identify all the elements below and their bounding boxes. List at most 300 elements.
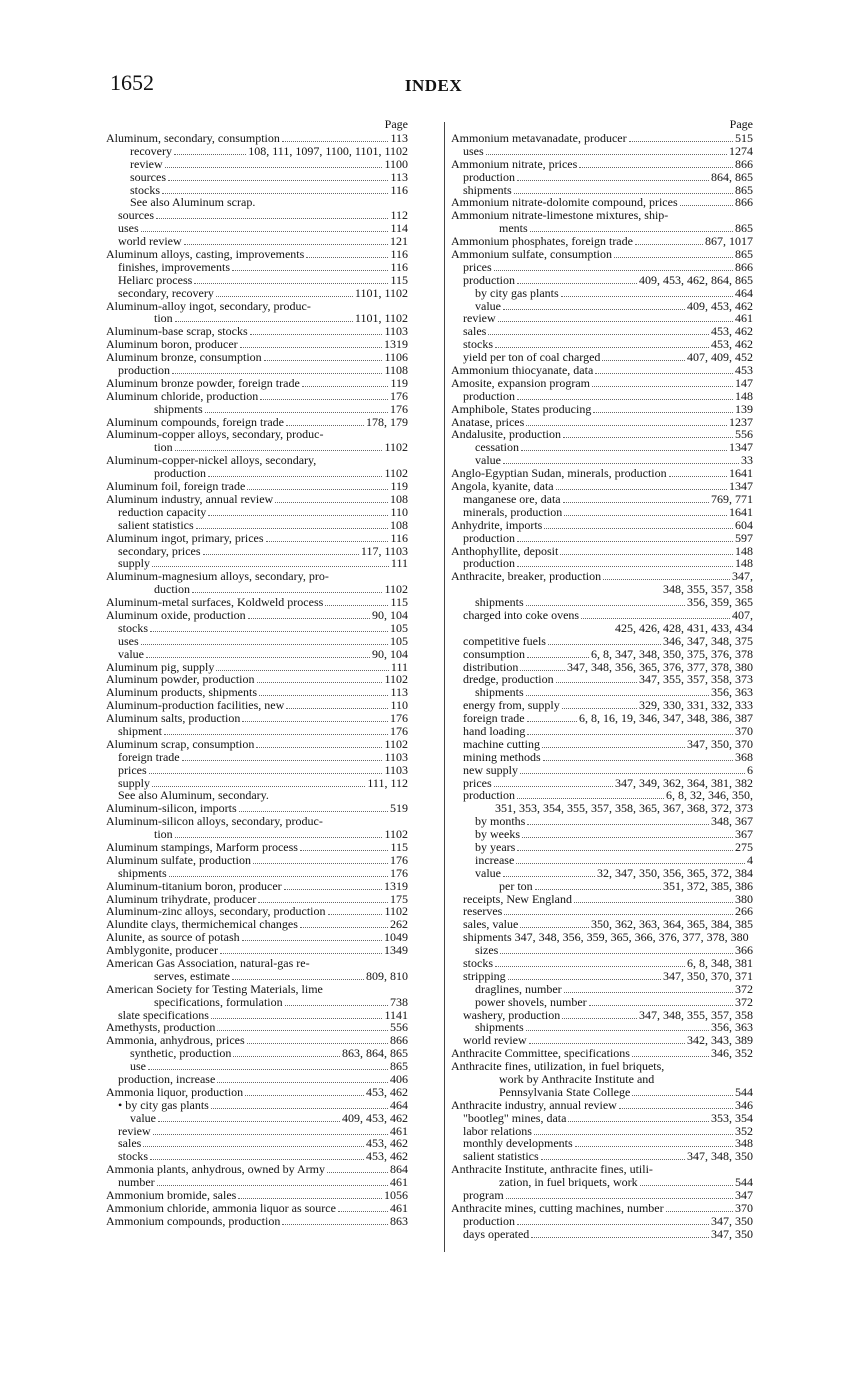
index-entry-term: Aluminum-metal surfaces, Koldweld process: [106, 595, 324, 610]
index-entry-pages: 347,: [732, 569, 753, 584]
index-entry: [451, 609, 753, 622]
index-entry-pages: 178, 179: [366, 414, 408, 429]
index-entry-pages: 346, 347, 348, 375: [663, 633, 753, 648]
index-entry-pages: 864: [390, 1162, 408, 1177]
dot-leader: [182, 760, 383, 761]
dot-leader: [282, 141, 389, 142]
index-entry-term: Ammonium compounds, production: [106, 1213, 281, 1228]
index-entry-pages: 380: [735, 891, 753, 906]
index-entry-term: Anthracite mines, cutting machines, number: [451, 1200, 664, 1215]
index-entry: [106, 1125, 408, 1138]
index-entry: [106, 764, 408, 777]
index-entry-pages: 407, 409, 452: [687, 350, 753, 365]
index-entry-pages: 407,: [732, 607, 753, 622]
index-entry-term: secondary, prices: [118, 543, 201, 558]
index-entry-term: tion: [154, 440, 173, 455]
index-entry-term: Aluminum powder, production: [106, 672, 255, 687]
index-entry: [451, 132, 753, 145]
index-entry: [451, 635, 753, 648]
index-entry: [451, 983, 753, 996]
dot-leader: [494, 270, 733, 271]
index-entry-pages: 461: [390, 1123, 408, 1138]
index-entry-term: Anthracite, breaker, production: [451, 569, 602, 584]
index-entry-pages: 90, 104: [372, 646, 408, 661]
index-entry-pages: 1103: [384, 324, 408, 339]
dot-leader: [196, 528, 388, 529]
index-entry-term: production: [463, 388, 515, 403]
index-entry-pages: 275: [735, 839, 753, 854]
index-entry: [451, 738, 753, 751]
index-entry-term: by city gas plants: [475, 285, 559, 300]
dot-leader: [503, 876, 595, 877]
dot-leader: [240, 347, 382, 348]
index-entry-term: prices: [463, 775, 492, 790]
index-entry-pages: 604: [735, 517, 753, 532]
index-entry-term: sales, value: [463, 917, 519, 932]
index-entry-pages: 111, 112: [367, 775, 408, 790]
dot-leader: [516, 863, 745, 864]
index-entry-pages: 1141: [384, 1007, 408, 1022]
index-entry-term: value: [130, 1110, 156, 1125]
index-entry-pages: 769, 771: [711, 491, 753, 506]
dot-leader: [175, 450, 383, 451]
index-entry-pages: 866: [735, 259, 753, 274]
index-entry-pages: 114: [390, 221, 408, 236]
index-entry-term: program: [463, 1188, 504, 1203]
index-entry: [106, 996, 408, 1009]
index-entry-term: review: [463, 311, 496, 326]
index-entry-pages: 176: [390, 401, 408, 416]
index-entry-pages: 738: [390, 994, 408, 1009]
index-entry: [451, 171, 753, 184]
index-entry-pages: 347, 350, 370, 371: [663, 968, 753, 983]
index-entry-pages: 1237: [729, 414, 753, 429]
dot-leader: [527, 824, 709, 825]
index-entry-pages: 453, 462: [366, 1084, 408, 1099]
index-entry: [451, 300, 753, 313]
index-entry-pages: 461: [735, 311, 753, 326]
index-entry-term: by weeks: [475, 827, 520, 842]
dot-leader: [152, 566, 389, 567]
index-entry-pages: 1103: [384, 749, 408, 764]
index-entry-term: Alunite, as source of potash: [106, 930, 240, 945]
dot-leader: [168, 180, 388, 181]
index-entry: [451, 506, 753, 519]
dot-leader: [169, 876, 388, 877]
dot-leader: [150, 631, 388, 632]
index-entry-pages: 147: [735, 375, 753, 390]
index-entry-pages: 1102: [384, 672, 408, 687]
index-entry-term: Anthracite Institute, anthracite fines, utili-: [451, 1162, 653, 1177]
index-entry: [451, 867, 753, 880]
dot-leader: [548, 644, 661, 645]
dot-leader: [522, 837, 733, 838]
index-entry-term: shipments: [154, 401, 203, 416]
index-entry-term: production: [463, 556, 515, 571]
index-entry: [451, 996, 753, 1009]
index-entry-pages: 597: [735, 530, 753, 545]
index-entries-right: [451, 132, 753, 1241]
index-entry-pages: 110: [390, 698, 408, 713]
index-entry: [451, 532, 753, 545]
index-entry: [106, 983, 408, 996]
index-entry-pages: 117, 1103: [360, 543, 408, 558]
index-entry-pages: 1102: [384, 904, 408, 919]
index-entry-term: power shovels, number: [475, 994, 587, 1009]
index-entry: [106, 480, 408, 493]
index-entry: [451, 493, 753, 506]
index-entry-pages: 409, 453, 462, 864, 865: [639, 272, 753, 287]
dot-leader: [216, 670, 389, 671]
index-entry-term: number: [118, 1175, 155, 1190]
index-entry-term: supply: [118, 775, 151, 790]
index-entry-term: "bootleg" mines, data: [463, 1110, 567, 1125]
dot-leader: [603, 579, 730, 580]
dot-leader: [595, 373, 733, 374]
index-entry-term: American Gas Association, natural-gas re-: [106, 956, 310, 970]
index-entry: [106, 841, 408, 854]
index-entry-pages: 4: [747, 852, 753, 867]
index-entry-term: Ammonia plants, anhydrous, owned by Army: [106, 1162, 325, 1177]
dot-leader: [514, 193, 733, 194]
index-entry: [106, 1112, 408, 1125]
index-entry-pages: 544: [735, 1175, 753, 1190]
index-entry-term: Anthracite fines, utilization, in fuel briquets,: [451, 1059, 665, 1074]
index-entry-pages: 1102: [384, 466, 408, 481]
index-entry: [451, 480, 753, 493]
dot-leader: [563, 437, 733, 438]
dot-leader: [562, 708, 637, 709]
index-entry-term: value: [475, 865, 501, 880]
index-entry-pages: 865: [735, 221, 753, 236]
index-entry-term: Aluminum-copper alloys, secondary, produc-: [106, 427, 324, 442]
dot-leader: [517, 850, 733, 851]
index-entry-pages: 865: [735, 247, 753, 262]
index-entry-term: Aluminum bronze powder, foreign trade: [106, 375, 300, 390]
index-entry-term: tion: [154, 311, 173, 326]
index-entry-term: receipts, New England: [463, 891, 572, 906]
dot-leader: [494, 786, 613, 787]
index-entry-term: Anthophyllite, deposit: [451, 543, 559, 558]
index-entry-pages: 347, 355, 357, 358, 373: [639, 672, 753, 687]
index-entry-term: Amblygonite, producer: [106, 943, 218, 958]
index-entry-pages: 90, 104: [372, 607, 408, 622]
index-entry-pages: 108, 111, 1097, 1100, 1101, 1102: [248, 143, 408, 158]
dot-leader: [217, 1030, 388, 1031]
index-entry: [106, 815, 408, 828]
index-entry: [451, 158, 753, 171]
index-entry-term: world review: [118, 234, 182, 249]
index-entry-term: dredge, production: [463, 672, 554, 687]
index-entry-pages: 6, 8, 348, 381: [687, 956, 753, 970]
index-entry: [106, 132, 408, 145]
index-entry-pages: 406: [390, 1072, 408, 1087]
index-entry: [106, 261, 408, 274]
index-entry: [106, 364, 408, 377]
index-entry: [451, 1086, 753, 1099]
index-entry-pages: 139: [735, 401, 753, 416]
index-entry-term: Ammonia liquor, production: [106, 1084, 244, 1099]
index-entry-term: shipments: [118, 865, 167, 880]
dot-leader: [527, 657, 589, 658]
index-entry-pages: 866: [735, 195, 753, 210]
index-entry-pages: 453, 462: [366, 1136, 408, 1151]
dot-leader: [556, 489, 727, 490]
index-entry-term: Aluminum-alloy ingot, secondary, produc-: [106, 298, 311, 313]
index-entry-term: hand loading: [463, 723, 526, 738]
index-entry: [106, 274, 408, 287]
dot-leader: [579, 167, 733, 168]
index-entry-term: sales: [118, 1136, 142, 1151]
index-entry: [451, 622, 753, 635]
index-entry-term: stocks: [463, 956, 493, 970]
index-entry-term: Ammonium nitrate, prices: [451, 156, 578, 171]
index-entry-term: mining methods: [463, 749, 541, 764]
index-entry-pages: 1641: [729, 504, 753, 519]
dot-leader: [504, 914, 733, 915]
index-entry-term: value: [118, 646, 144, 661]
index-entry: [451, 648, 753, 661]
dot-leader: [564, 515, 727, 516]
index-entry-term: Anthracite industry, annual review: [451, 1097, 617, 1112]
index-entry-pages: 351, 372, 385, 386: [663, 878, 753, 893]
index-entry-term: minerals, production: [463, 504, 563, 519]
index-entry: [451, 390, 753, 403]
index-entry-term: reduction capacity: [118, 504, 207, 519]
index-entry: [451, 261, 753, 274]
dot-leader: [194, 283, 388, 284]
index-entry: [106, 609, 408, 622]
dot-leader: [635, 244, 703, 245]
index-entry-term: Ammonium nitrate-limestone mixtures, ship-: [451, 208, 669, 223]
index-entry-term: Aluminum alloys, casting, improvements: [106, 247, 305, 262]
index-entry-term: Aluminum, secondary, consumption: [106, 131, 280, 145]
index-entry-pages: 1319: [384, 878, 408, 893]
dot-leader: [285, 1005, 388, 1006]
dot-leader: [300, 850, 388, 851]
index-entry-pages: 119: [390, 479, 408, 494]
index-entry-pages: 176: [390, 865, 408, 880]
dot-leader: [328, 914, 383, 915]
dot-leader: [581, 618, 730, 619]
dot-leader: [153, 1134, 388, 1135]
index-entry-term: machine cutting: [463, 736, 540, 751]
index-entry-pages: 556: [735, 427, 753, 442]
dot-leader: [562, 1018, 637, 1019]
index-entry: [451, 725, 753, 738]
dot-leader: [256, 747, 382, 748]
index-entry-pages: 148: [735, 556, 753, 571]
dot-leader: [527, 721, 577, 722]
index-entry: [106, 171, 408, 184]
dot-leader: [632, 1056, 709, 1057]
dot-leader: [141, 231, 389, 232]
index-entry-term: stocks: [118, 1149, 148, 1164]
index-column-right: [451, 118, 753, 1241]
dot-leader: [534, 1134, 733, 1135]
index-entry-pages: 515: [735, 131, 753, 145]
index-entry-pages: 1347: [729, 479, 753, 494]
index-entry-pages: 425, 426, 428, 431, 433, 434: [615, 620, 753, 635]
index-entry-pages: 348: [735, 1136, 753, 1151]
index-entry-term: specifications, formulation: [154, 994, 283, 1009]
index-entry-term: Anthracite Committee, specifications: [451, 1046, 630, 1061]
index-entry-term: use: [130, 1059, 146, 1074]
index-entry-pages: 116: [390, 530, 408, 545]
index-entry: [451, 751, 753, 764]
index-entry-pages: 108: [390, 517, 408, 532]
index-entry-pages: 356, 363: [711, 1020, 753, 1035]
index-entry: [106, 519, 408, 532]
index-entry: [106, 158, 408, 171]
index-entry-pages: 865: [390, 1059, 408, 1074]
dot-leader: [629, 141, 733, 142]
index-entry: [106, 854, 408, 867]
dot-leader: [152, 786, 365, 787]
dot-leader: [216, 296, 353, 297]
dot-leader: [529, 1043, 685, 1044]
dot-leader: [619, 1108, 733, 1109]
index-entry-term: Aluminum bronze, consumption: [106, 350, 262, 365]
index-entry-term: Anatase, prices: [451, 414, 525, 429]
dot-leader: [211, 1018, 382, 1019]
index-entry-term: Ammonium phosphates, foreign trade: [451, 234, 633, 249]
index-entry: [106, 738, 408, 751]
index-entry-term: labor relations: [463, 1123, 532, 1138]
dot-leader: [593, 412, 733, 413]
index-entry-pages: 111: [390, 556, 408, 571]
index-entry-term: Ammonium chloride, ammonia liquor as source: [106, 1200, 336, 1215]
dot-leader: [589, 1005, 733, 1006]
dot-leader: [286, 708, 388, 709]
index-entry: [451, 957, 753, 970]
index-entry-pages: 453, 462: [711, 337, 753, 352]
index-entry-pages: 111: [390, 659, 408, 674]
dot-leader: [242, 721, 388, 722]
index-entry-pages: 148: [735, 543, 753, 558]
index-entry-term: Amethysts, production: [106, 1020, 216, 1035]
index-entry-term: Aluminum chloride, production: [106, 388, 259, 403]
index-entry: [106, 725, 408, 738]
dot-leader: [640, 1185, 733, 1186]
index-entry-pages: 367: [735, 827, 753, 842]
index-entry-pages: 266: [735, 904, 753, 919]
index-entry-term: Amosite, expansion program: [451, 375, 590, 390]
dot-leader: [602, 360, 685, 361]
dot-leader: [192, 592, 382, 593]
index-entry-pages: 1349: [384, 943, 408, 958]
index-entry-term: Aluminum-titanium boron, producer: [106, 878, 282, 893]
index-entry-term: Aluminum salts, production: [106, 711, 241, 726]
dot-leader: [242, 940, 382, 941]
index-entry: [451, 248, 753, 261]
dot-leader: [325, 605, 388, 606]
index-entry-term: salient statistics: [118, 517, 194, 532]
index-entry-pages: 1347: [729, 440, 753, 455]
dot-leader: [158, 1121, 340, 1122]
index-entry-term: shipments: [475, 1020, 524, 1035]
index-entry: [451, 1202, 753, 1215]
index-entry-pages: 113: [390, 685, 408, 700]
index-entry-pages: 176: [390, 852, 408, 867]
index-entry-pages: 113: [390, 169, 408, 184]
index-entry-term: stocks: [463, 337, 493, 352]
dot-leader: [531, 1237, 709, 1238]
dot-leader: [508, 979, 661, 980]
index-entry-term: energy from, supply: [463, 698, 560, 713]
index-entry: [106, 506, 408, 519]
index-entry-term: work by Anthracite Institute and: [499, 1072, 655, 1087]
dot-leader: [208, 515, 388, 516]
index-entry-term: shipments: [475, 595, 524, 610]
dot-leader: [544, 528, 733, 529]
dot-leader: [148, 1069, 388, 1070]
index-entry-term: Andalusite, production: [451, 427, 561, 442]
index-entry-pages: 121: [390, 234, 408, 249]
index-entry-term: sales: [463, 324, 487, 339]
dot-leader: [260, 399, 388, 400]
index-entry-term: Aluminum scrap, consumption: [106, 736, 255, 751]
dot-leader: [520, 670, 565, 671]
index-entry-term: Aluminum-magnesium alloys, secondary, pro-: [106, 569, 329, 584]
index-entry: [451, 1099, 753, 1112]
index-entry: [106, 622, 408, 635]
index-entry-term: See also Aluminum, secondary.: [118, 788, 269, 803]
index-entry-term: zation, in fuel briquets, work: [499, 1175, 638, 1190]
index-entry-term: slate specifications: [118, 1007, 209, 1022]
index-entry-pages: 116: [390, 247, 408, 262]
index-entry-term: Amphibole, States producing: [451, 401, 592, 416]
dot-leader: [275, 502, 388, 503]
index-entry: [106, 428, 408, 441]
page-column-label: Page: [384, 117, 408, 131]
index-entry-term: Angola, kyanite, data: [451, 479, 554, 494]
dot-leader: [286, 425, 364, 426]
index-entry-pages: 1102: [384, 440, 408, 455]
index-entry-term: competitive fuels: [463, 633, 546, 648]
dot-leader: [257, 682, 383, 683]
index-entry: [451, 854, 753, 867]
index-entry-term: Aluminum products, shipments: [106, 685, 257, 700]
dot-leader: [535, 889, 661, 890]
index-entry-pages: 366: [735, 943, 753, 958]
index-entry: [451, 403, 753, 416]
index-entry: [106, 635, 408, 648]
index-entry-term: value: [475, 298, 501, 313]
index-entry-term: American Society for Testing Materials, lime: [106, 981, 323, 996]
dot-leader: [556, 682, 637, 683]
index-entry-term: sizes: [475, 943, 499, 958]
index-entry-term: washery, production: [463, 1007, 561, 1022]
dot-leader: [302, 386, 389, 387]
index-entry-term: Aluminum trihydrate, producer: [106, 891, 257, 906]
index-entry-term: prices: [463, 259, 492, 274]
index-entry: [451, 1073, 753, 1086]
index-entry-term: sources: [130, 169, 166, 184]
index-entry-term: world review: [463, 1033, 527, 1048]
index-entry-pages: 461: [390, 1175, 408, 1190]
index-entry-term: distribution: [463, 659, 519, 674]
dot-leader: [543, 760, 733, 761]
dot-leader: [248, 618, 370, 619]
index-entry-term: Aluminum sulfate, production: [106, 852, 251, 867]
dot-leader: [564, 992, 733, 993]
index-entry-pages: 453, 462: [711, 324, 753, 339]
index-entry-term: production: [463, 788, 515, 803]
index-entry-pages: 262: [390, 917, 408, 932]
dot-leader: [247, 489, 388, 490]
dot-leader: [327, 1172, 388, 1173]
